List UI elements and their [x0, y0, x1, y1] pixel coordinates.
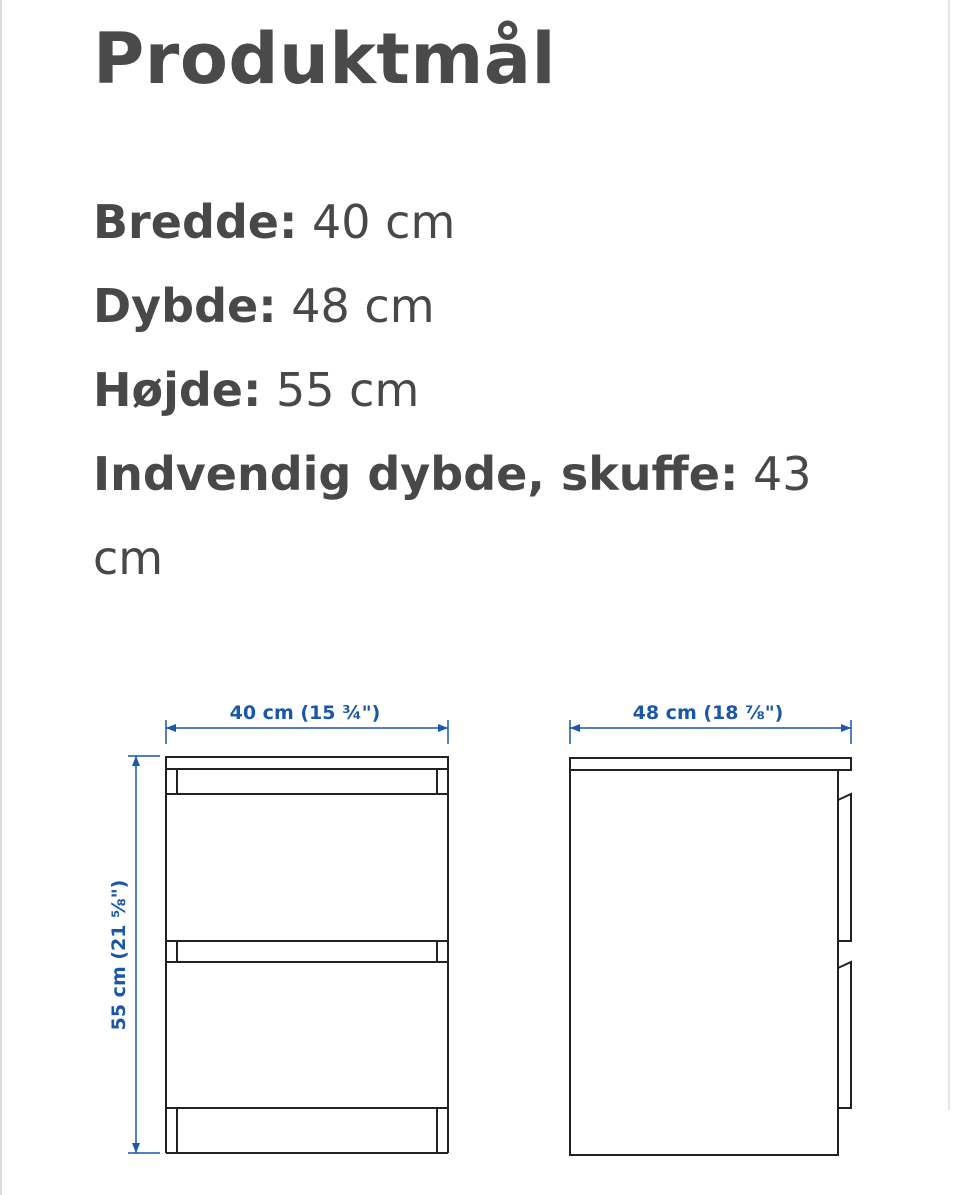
front-width-dimension [166, 702, 448, 744]
front-drawer-bottom [166, 962, 448, 1108]
side-drawer-front-top [838, 794, 851, 941]
spec-height-value: 55 cm [276, 363, 420, 417]
front-drawer-top [166, 794, 448, 941]
spec-drawer-depth-value: 43 cm [93, 447, 812, 585]
page-title: Produktmål [93, 18, 557, 100]
side-depth-dimension [570, 702, 851, 744]
spec-height-label: Højde: [93, 363, 262, 417]
side-view-cabinet [570, 758, 851, 1155]
spec-width-label: Bredde: [93, 195, 298, 249]
front-top-panel [166, 757, 448, 769]
side-top-panel [570, 758, 851, 770]
spec-depth-value: 48 cm [291, 279, 435, 333]
spec-drawer-depth [93, 432, 853, 600]
spec-drawer-depth-label: Indvendig dybde, skuffe: [93, 447, 739, 501]
height-dimension [108, 756, 160, 1153]
spec-width-value: 40 cm [312, 195, 456, 249]
side-panel [570, 770, 838, 1155]
product-dimension-drawing [0, 680, 960, 1195]
height-label: 55 cm (21 ⅝") [108, 879, 130, 1031]
spec-width [93, 180, 853, 264]
spec-depth-label: Dybde: [93, 279, 277, 333]
side-depth-label: 48 cm (18 ⅞") [632, 702, 784, 724]
front-width-label: 40 cm (15 ¾") [229, 702, 381, 724]
spec-depth [93, 264, 853, 348]
front-view-cabinet [166, 757, 448, 1153]
side-drawer-front-bottom [838, 962, 851, 1108]
spec-height [93, 348, 853, 432]
